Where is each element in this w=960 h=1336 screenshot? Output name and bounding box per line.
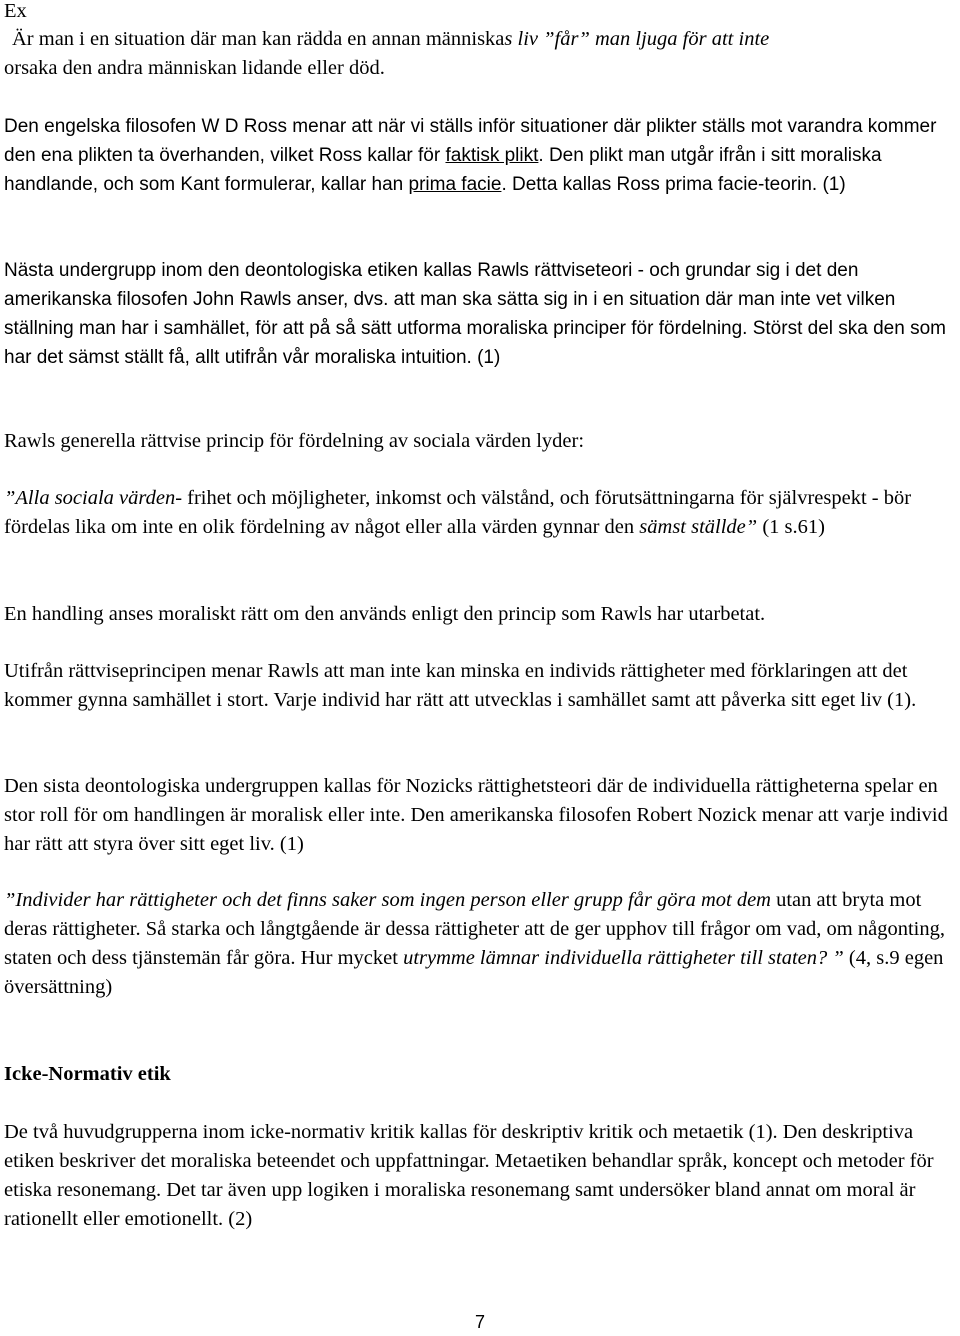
example-question-start: Är man i en situation där man kan rädda en annan människa [12,28,505,50]
term-prima-facie: prima facie [408,174,502,195]
example-label: Ex [4,0,27,22]
nozick-quote-italic-start: ”Individer har rättigheter och det finns saker som ingen person eller grupp får göra mot dem [4,889,771,911]
paragraph-rawls [4,256,954,372]
paragraph-rights: Utifrån rättviseprincipen menar Rawls att man inte kan minska en individs rättigheter med förklaringen att det kommer gynna samhället i stort. Varje individ har rätt att utvecklas i samhället samt att påverka sitt eget liv (1). [4,660,917,711]
paragraph-nozick-quote [4,886,954,1002]
rawls-text-b: Störst del ska den som har det sämst ställt få, allt utifrån vår moraliska intuition. (1) [4,318,946,368]
paragraph-ross [4,112,954,199]
nozick-quote-italic-end: utrymme lämnar individuella rättigheter till staten? ” [403,947,844,969]
rawls-text-a: Nästa undergrupp inom den deontologiska etiken kallas Rawls rättviseteori - och grundar sig i det den amerikanska filosofen John Rawls anser, dvs. att man ska sätta sig in i en situation där man inte vet vilken ställning man har i samhället, för att på så sätt utforma moraliska principer för fördelning. [4,260,896,339]
rawls-quote-body: frihet och möjligheter, inkomst och välstånd, och förutsättningarna för självrespekt - bör fördelas lika om inte en olik fördelning av något eller alla värden gynnar den [4,487,912,538]
rawls-quote-citation: (1 s.61) [757,516,825,538]
paragraph-example-question [4,25,954,83]
nozick-quote-citation: (4, s.9 egen översättning) [4,947,944,998]
paragraph-rawls-principle-intro: Rawls generella rättvise princip för fördelning av sociala värden lyder: [4,430,585,452]
rawls-quote-italic-start: ”Alla sociala värden- [4,487,183,509]
nozick-quote-body: utan att bryta mot deras rättigheter. Så starka och långtgående är dessa rättigheter att de ger upphov till frågor om vad, om någonting, staten och dess tjänstemän får göra. Hur mycket [4,889,945,969]
paragraph-nozick: Den sista deontologiska undergruppen kallas för Nozicks rättighetsteori där de individuella rättigheterna spelar en stor roll för om handlingen är moralisk eller inte. Den amerikanska filosofen Robert Nozick menar att varje individ har rätt att styra över sitt eget liv. (1) [4,775,948,855]
ross-text-a: Den engelska filosofen W D Ross menar att när vi ställs inför situationer där plikter ställs mot varandra kommer den ena plikten ta överhanden, vilket Ross kallar för [4,116,937,166]
section-heading: Icke-Normativ etik [4,1063,171,1085]
paragraph-rawls-quote [4,484,954,542]
term-faktisk-plikt: faktisk plikt [445,145,539,166]
paragraph-non-normative: De två huvudgrupperna inom icke-normativ kritik kallas för deskriptiv kritik och metaetik (1). Den deskriptiva etiken beskriver det moraliska beteendet och uppfattningar. Metaetiken behandlar språk, koncept och metoder för etiska resonemang. Det tar även upp logiken i moraliska resonemang samt undersöker bland annat om moral är rationellt eller emotionellt. (2) [4,1121,934,1230]
paragraph-moral-action: En handling anses moraliskt rätt om den används enligt den princip som Rawls har utarbetat. [4,603,766,625]
ross-text-b: . Den plikt man utgår ifrån i sitt moraliska handlande, och som Kant formulerar, kallar han [4,145,882,195]
example-question-end: orsaka den andra människan lidande eller död. [4,57,385,79]
example-question-italic: s liv ”får” man ljuga för att inte [504,28,770,50]
rawls-quote-italic-end: sämst ställde” [639,516,758,538]
page-number: 7 [474,1312,485,1332]
ross-text-c: . Detta kallas Ross prima facie-teorin. (1) [501,174,846,195]
